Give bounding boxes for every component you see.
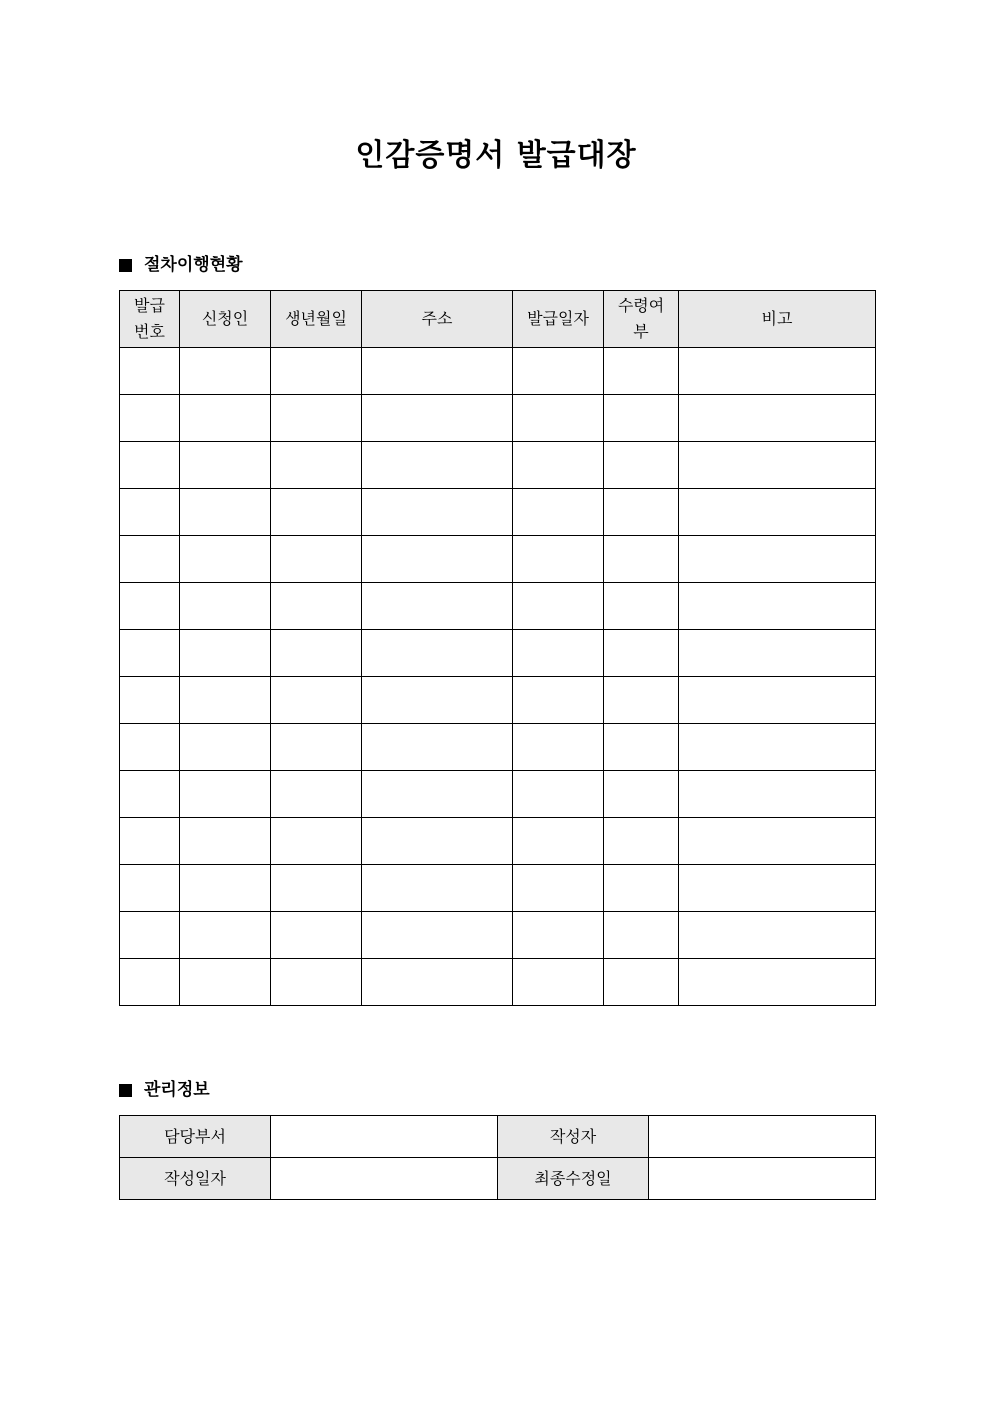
table-row: [120, 348, 876, 395]
ledger-cell[interactable]: [362, 348, 513, 395]
ledger-cell[interactable]: [180, 348, 271, 395]
ledger-cell[interactable]: [679, 583, 876, 630]
ledger-cell[interactable]: [180, 442, 271, 489]
ledger-cell[interactable]: [604, 724, 679, 771]
ledger-cell[interactable]: [120, 818, 180, 865]
ledger-cell[interactable]: [604, 912, 679, 959]
ledger-cell[interactable]: [362, 677, 513, 724]
table-row: [120, 536, 876, 583]
ledger-cell[interactable]: [271, 442, 362, 489]
ledger-cell[interactable]: [513, 959, 604, 1006]
management-info-heading-text: 관리정보: [144, 1080, 210, 1100]
management-info-table: [119, 1115, 876, 1200]
ledger-cell[interactable]: [513, 489, 604, 536]
square-bullet-icon: [119, 1084, 132, 1097]
col-issue-number: 발급 번호: [120, 291, 180, 348]
ledger-cell[interactable]: [120, 583, 180, 630]
ledger-cell[interactable]: [362, 395, 513, 442]
ledger-cell[interactable]: [180, 395, 271, 442]
ledger-cell[interactable]: [513, 912, 604, 959]
ledger-cell[interactable]: [271, 818, 362, 865]
ledger-cell[interactable]: [180, 630, 271, 677]
ledger-cell[interactable]: [604, 630, 679, 677]
ledger-cell[interactable]: [679, 865, 876, 912]
ledger-cell[interactable]: [120, 442, 180, 489]
ledger-cell[interactable]: [362, 959, 513, 1006]
ledger-cell[interactable]: [679, 630, 876, 677]
ledger-cell[interactable]: [120, 489, 180, 536]
ledger-cell[interactable]: [271, 912, 362, 959]
col-address: 주소: [362, 291, 513, 348]
label-last-modified: 최종수정일: [498, 1158, 649, 1200]
table-row: [120, 724, 876, 771]
ledger-cell[interactable]: [362, 771, 513, 818]
procedure-status-heading: [119, 253, 243, 277]
ledger-cell[interactable]: [679, 536, 876, 583]
ledger-cell[interactable]: [120, 630, 180, 677]
ledger-cell[interactable]: [679, 489, 876, 536]
ledger-cell[interactable]: [513, 583, 604, 630]
ledger-cell[interactable]: [513, 348, 604, 395]
ledger-cell[interactable]: [679, 348, 876, 395]
ledger-cell[interactable]: [180, 489, 271, 536]
procedure-status-heading-text: 절차이행현황: [144, 255, 243, 275]
ledger-cell[interactable]: [362, 583, 513, 630]
ledger-cell[interactable]: [120, 348, 180, 395]
label-created-date: 작성일자: [120, 1158, 271, 1200]
page-title: 인감증명서 발급대장: [355, 138, 637, 173]
col-applicant: 신청인: [180, 291, 271, 348]
table-row: [120, 865, 876, 912]
table-row: [120, 959, 876, 1006]
ledger-cell[interactable]: [604, 348, 679, 395]
ledger-cell[interactable]: [679, 771, 876, 818]
table-row: [120, 489, 876, 536]
table-row: [120, 630, 876, 677]
square-bullet-icon: [119, 259, 132, 272]
table-row: [120, 442, 876, 489]
ledger-cell[interactable]: [120, 536, 180, 583]
ledger-cell[interactable]: [271, 583, 362, 630]
ledger-cell[interactable]: [180, 818, 271, 865]
ledger-cell[interactable]: [180, 677, 271, 724]
table-row: [120, 912, 876, 959]
ledger-cell[interactable]: [271, 865, 362, 912]
ledger-cell[interactable]: [513, 630, 604, 677]
ledger-cell[interactable]: [362, 442, 513, 489]
value-department[interactable]: [271, 1116, 498, 1158]
ledger-cell[interactable]: [362, 865, 513, 912]
col-remarks: 비고: [679, 291, 876, 348]
table-row: [120, 818, 876, 865]
value-created-date[interactable]: [271, 1158, 498, 1200]
ledger-cell[interactable]: [513, 677, 604, 724]
ledger-cell[interactable]: [271, 395, 362, 442]
ledger-cell[interactable]: [362, 489, 513, 536]
ledger-cell[interactable]: [513, 724, 604, 771]
ledger-cell[interactable]: [604, 395, 679, 442]
ledger-cell[interactable]: [120, 912, 180, 959]
label-author: 작성자: [498, 1116, 649, 1158]
ledger-cell[interactable]: [604, 865, 679, 912]
ledger-header-row: [120, 291, 876, 348]
ledger-cell[interactable]: [604, 818, 679, 865]
ledger-cell[interactable]: [271, 630, 362, 677]
ledger-cell[interactable]: [271, 677, 362, 724]
ledger-cell[interactable]: [604, 677, 679, 724]
ledger-cell[interactable]: [513, 818, 604, 865]
value-last-modified[interactable]: [649, 1158, 876, 1200]
ledger-cell[interactable]: [362, 912, 513, 959]
ledger-cell[interactable]: [513, 771, 604, 818]
ledger-cell[interactable]: [679, 395, 876, 442]
ledger-cell[interactable]: [362, 536, 513, 583]
ledger-cell[interactable]: [120, 395, 180, 442]
ledger-cell[interactable]: [604, 489, 679, 536]
ledger-cell[interactable]: [362, 818, 513, 865]
management-info-heading: [119, 1078, 210, 1102]
ledger-cell[interactable]: [513, 395, 604, 442]
col-issue-date: 발급일자: [513, 291, 604, 348]
ledger-cell[interactable]: [180, 536, 271, 583]
table-row: [120, 583, 876, 630]
ledger-cell[interactable]: [513, 442, 604, 489]
ledger-cell[interactable]: [120, 771, 180, 818]
ledger-cell[interactable]: [271, 724, 362, 771]
ledger-cell[interactable]: [362, 724, 513, 771]
value-author[interactable]: [649, 1116, 876, 1158]
table-row: [120, 395, 876, 442]
ledger-cell[interactable]: [604, 536, 679, 583]
ledger-cell[interactable]: [604, 959, 679, 1006]
ledger-cell[interactable]: [271, 348, 362, 395]
ledger-cell[interactable]: [180, 959, 271, 1006]
ledger-cell[interactable]: [120, 724, 180, 771]
ledger-cell[interactable]: [120, 959, 180, 1006]
ledger-cell[interactable]: [120, 677, 180, 724]
ledger-cell[interactable]: [679, 442, 876, 489]
col-received: 수령여 부: [604, 291, 679, 348]
ledger-cell[interactable]: [180, 912, 271, 959]
ledger-cell[interactable]: [604, 583, 679, 630]
issuance-ledger-table: [119, 290, 876, 1006]
table-row: [120, 1116, 876, 1158]
ledger-cell[interactable]: [180, 724, 271, 771]
ledger-cell[interactable]: [180, 865, 271, 912]
ledger-cell[interactable]: [513, 536, 604, 583]
ledger-cell[interactable]: [679, 959, 876, 1006]
ledger-cell[interactable]: [120, 865, 180, 912]
ledger-cell[interactable]: [679, 818, 876, 865]
ledger-cell[interactable]: [362, 630, 513, 677]
ledger-cell[interactable]: [513, 865, 604, 912]
ledger-cell[interactable]: [604, 442, 679, 489]
ledger-cell[interactable]: [271, 959, 362, 1006]
ledger-cell[interactable]: [679, 677, 876, 724]
col-birthdate: 생년월일: [271, 291, 362, 348]
ledger-cell[interactable]: [271, 536, 362, 583]
ledger-cell[interactable]: [271, 489, 362, 536]
ledger-cell[interactable]: [679, 724, 876, 771]
table-row: [120, 771, 876, 818]
ledger-cell[interactable]: [604, 771, 679, 818]
table-row: [120, 1158, 876, 1200]
table-row: [120, 677, 876, 724]
ledger-cell[interactable]: [679, 912, 876, 959]
ledger-cell[interactable]: [180, 583, 271, 630]
ledger-cell[interactable]: [271, 771, 362, 818]
ledger-cell[interactable]: [180, 771, 271, 818]
label-department: 담당부서: [120, 1116, 271, 1158]
